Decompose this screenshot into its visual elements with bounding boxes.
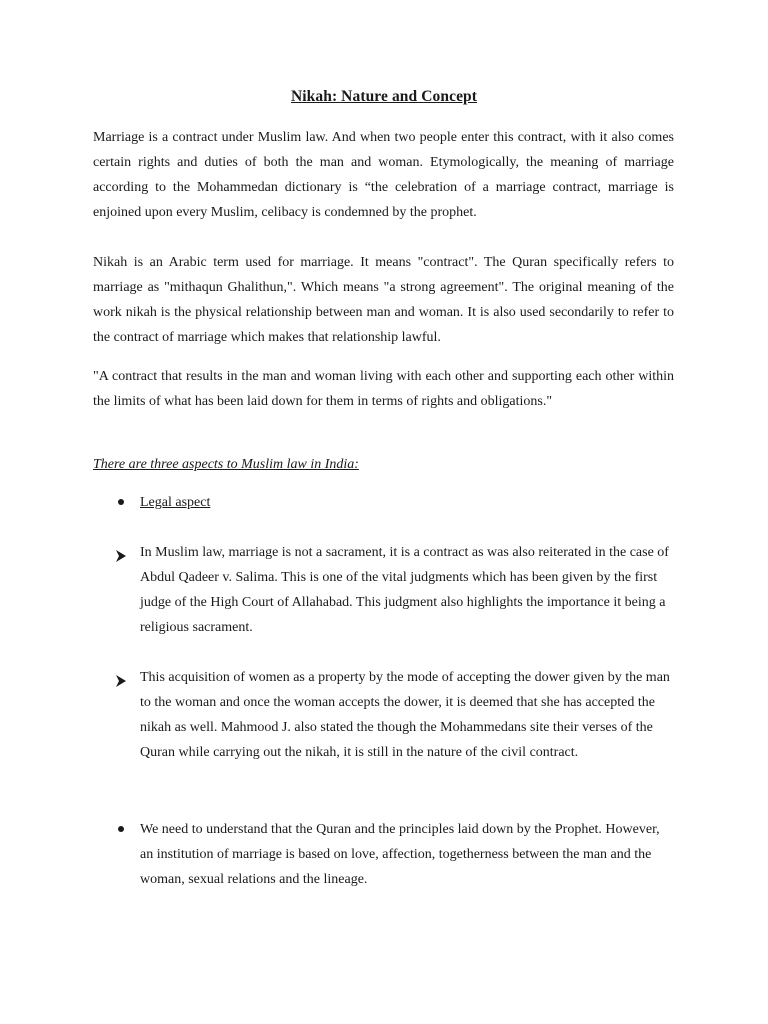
list-item-text: We need to understand that the Quran and the principles laid down by the Prophet. However, an institution of marriage is based on love, affection, togetherness between the man and the woman, sexual relations and the lineage. — [140, 822, 660, 887]
list-item — [113, 490, 674, 515]
paragraph-nikah-meaning: Nikah is an Arabic term used for marriage. It means "contract". The Quran specifically refers to marriage as "mithaqun Ghalithun,". Which means "a strong agreement". The original meaning of the work nikah is the physical relationship between man and woman. It is also used secondarily to refer to the contract of marriage which makes that relationship lawful. — [93, 255, 674, 345]
list-item — [113, 665, 674, 765]
bullet-icon — [113, 817, 133, 842]
list-item-text: Legal aspect — [140, 495, 211, 510]
list-item — [113, 817, 674, 892]
paragraph-contract-quote: "A contract that results in the man and woman living with each other and supporting each other within the limits of what has been laid down for them in terms of rights and obligations." — [93, 369, 674, 409]
aspects-heading: There are three aspects to Muslim law in India: — [93, 457, 359, 472]
paragraph-marriage-definition: Marriage is a contract under Muslim law. And when two people enter this contract, with it also comes certain rights and duties of both the man and woman. Etymologically, the meaning of marriage according to the Mohammedan dictionary is “the celebration of a marriage contract, marriage is enjoined upon every Muslim, celibacy is condemned by the prophet. — [93, 130, 674, 220]
page-title: Nikah: Nature and Concept — [290, 88, 478, 105]
list-item-text: In Muslim law, marriage is not a sacrament, it is a contract as was also reiterated in the case of Abdul Qadeer v. Salima. This is one of the vital judgments which has been given by the first judge of the High Court of Allahabad. This judgment also highlights the importance it being a religious sacrament. — [140, 545, 669, 635]
arrow-right-icon — [113, 665, 133, 690]
list-item — [113, 540, 674, 640]
arrow-right-icon — [113, 540, 133, 565]
bullet-icon — [113, 490, 133, 515]
list-item-text: This acquisition of women as a property by the mode of accepting the dower given by the man to the woman and once the woman accepts the dower, it is deemed that she has accepted the nikah as well. Mahmood J. also stated the though the Mohammedans site their verses of the Quran while carrying out the nikah, it is still in the nature of the civil contract. — [140, 670, 670, 760]
